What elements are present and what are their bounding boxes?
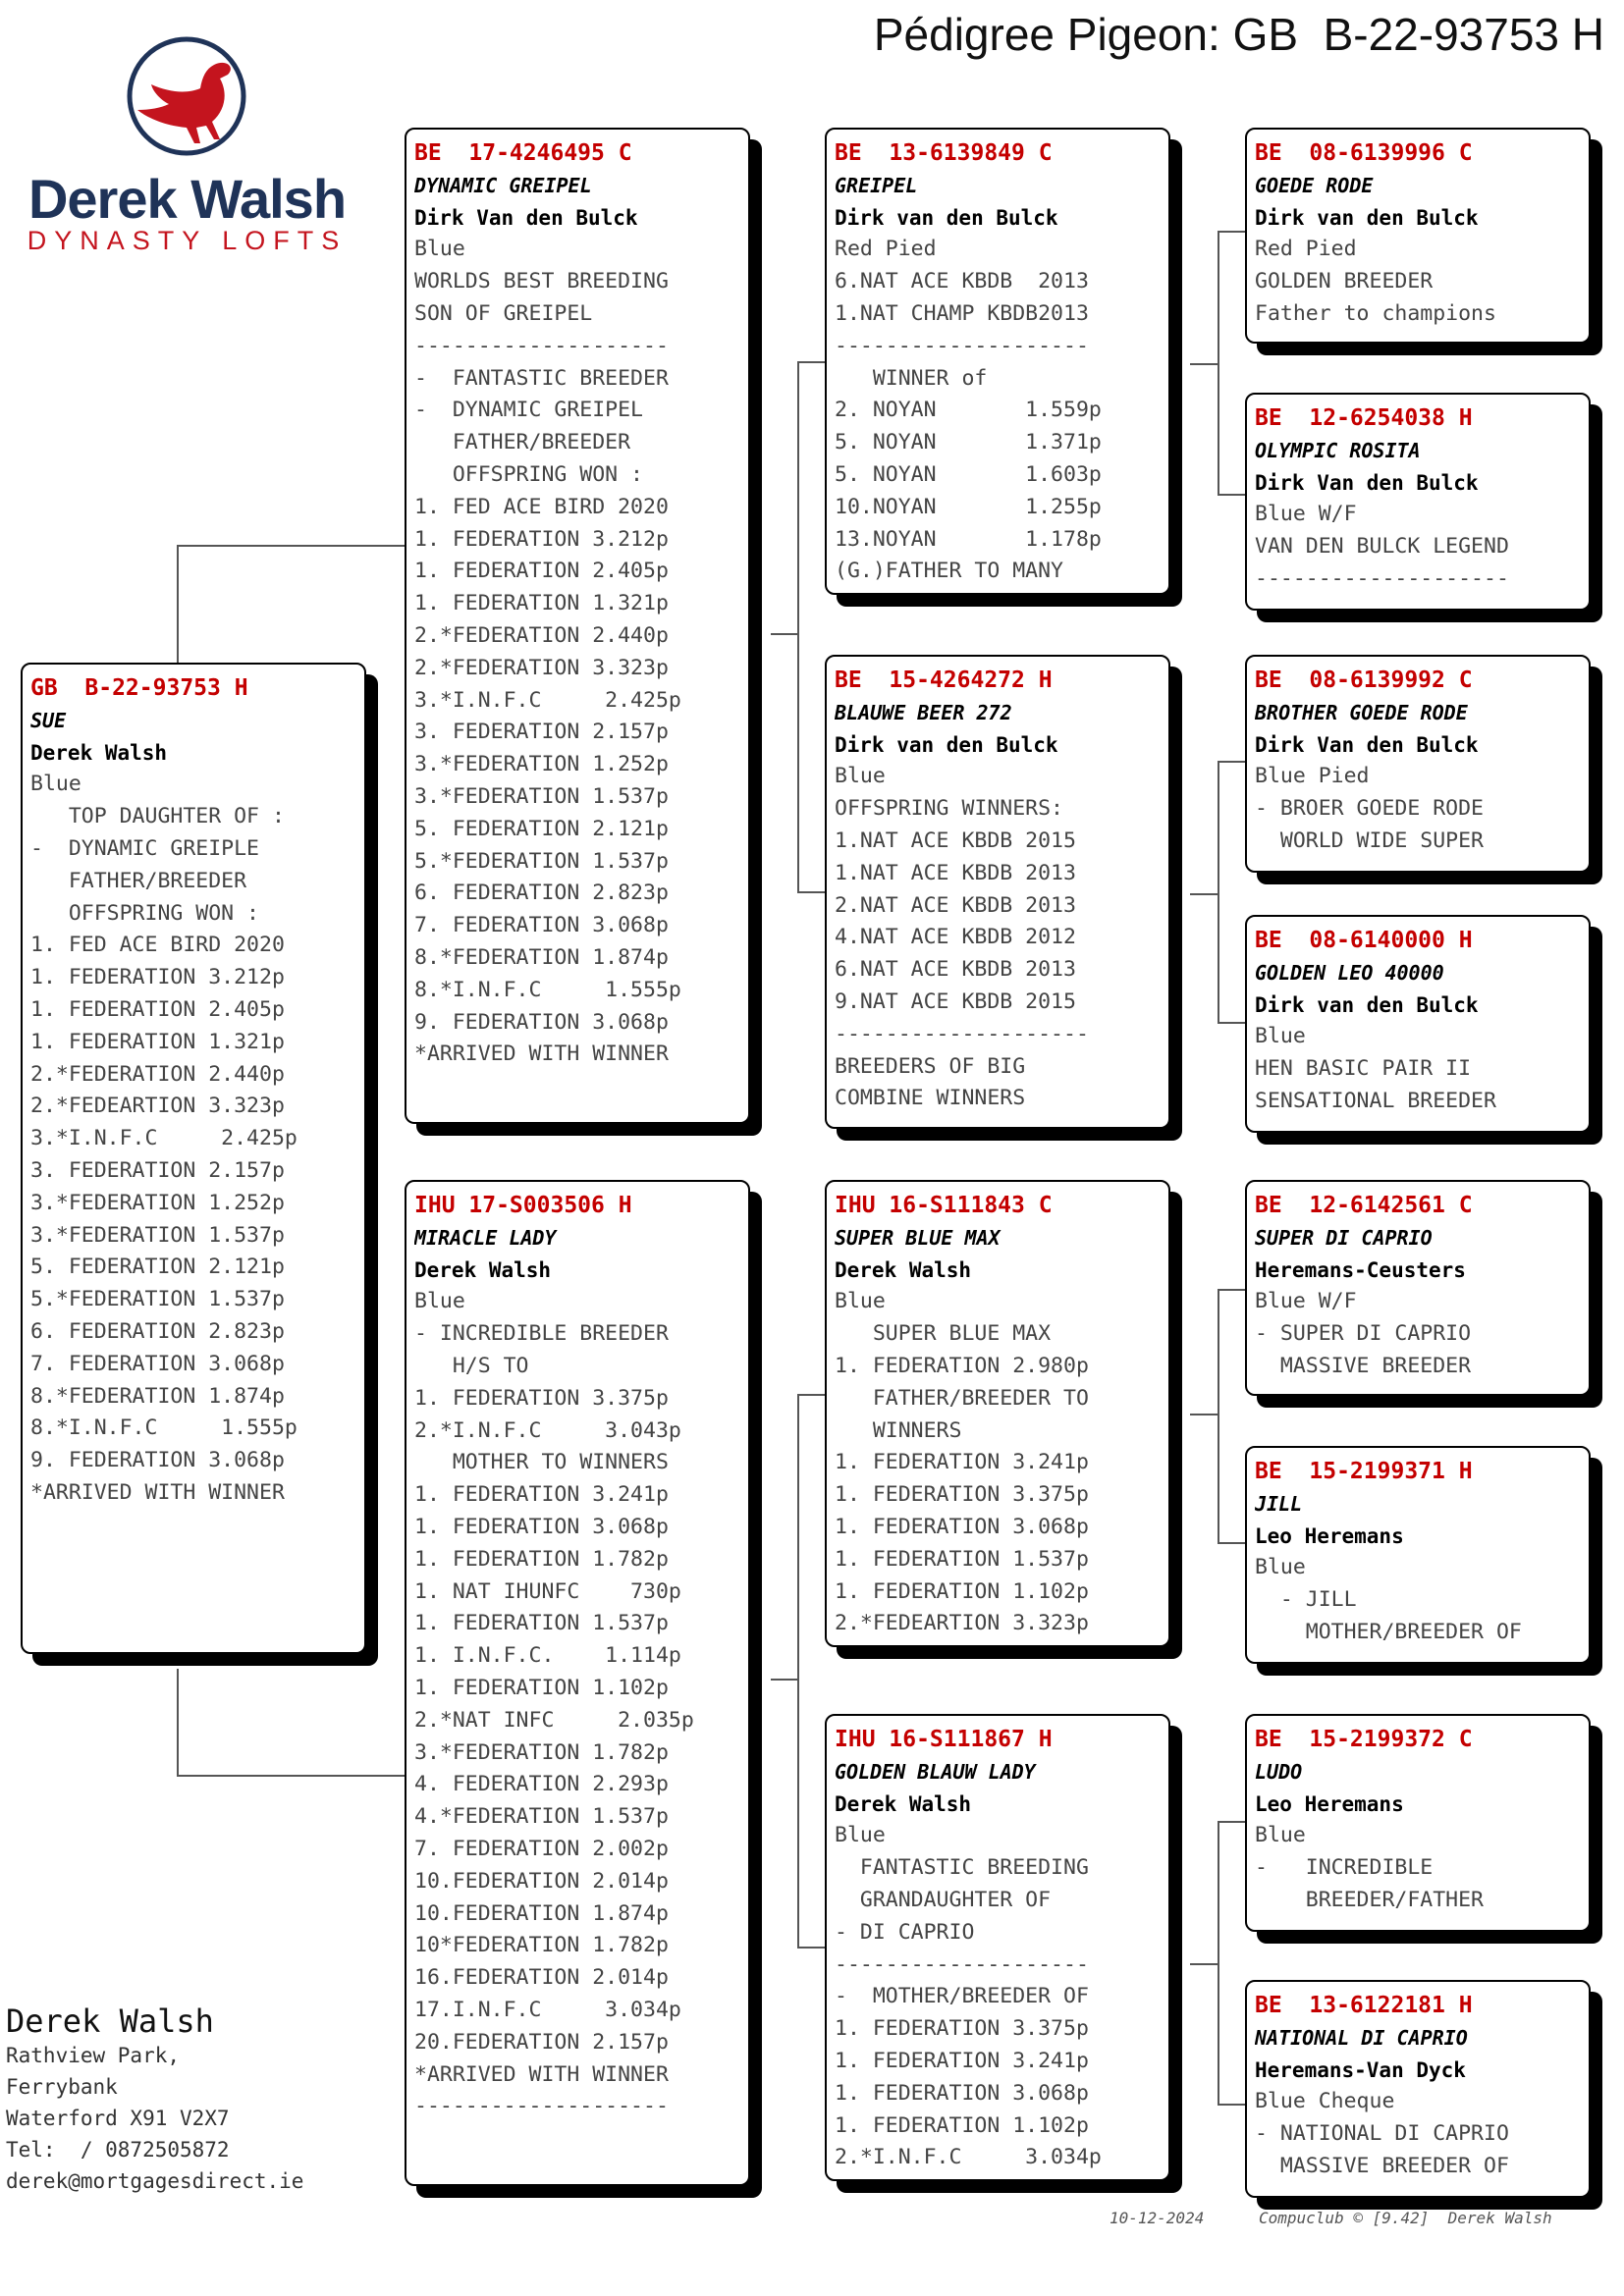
pedigree-line: FATHER/BREEDER <box>414 430 631 455</box>
pedigree-line: - DYNAMIC GREIPLE <box>30 835 259 861</box>
breeder-name: Derek Walsh <box>414 1257 552 1282</box>
phone-line: Tel: / 0872505872 <box>6 2138 230 2162</box>
breeder-name: Derek Walsh <box>835 1257 972 1282</box>
pigeon-name: GREIPEL <box>835 173 918 197</box>
pedigree-line: WORLDS BEST BREEDING <box>414 269 669 294</box>
pedigree-line: 3.*FEDERATION 1.252p <box>414 752 669 777</box>
pigeon-card <box>405 128 750 1124</box>
pedigree-line: SUPER BLUE MAX <box>835 1321 1052 1347</box>
pedigree-line: Blue <box>414 1289 465 1314</box>
pigeon-card <box>1245 1446 1591 1664</box>
logo-subtitle: DYNASTY LOFTS <box>27 226 348 255</box>
pedigree-line: 2.*NAT INFC 2.035p <box>414 1707 694 1733</box>
pigeon-name: GOLDEN LEO 40000 <box>1255 960 1444 985</box>
pedigree-line: 3.*I.N.F.C 2.425p <box>30 1126 298 1151</box>
pedigree-line: -------------------- <box>835 1021 1089 1046</box>
pedigree-line: 1. FEDERATION 1.537p <box>835 1546 1089 1572</box>
pedigree-line: OFFSPRING WON : <box>30 900 259 926</box>
pedigree-line: 2.*FEDERATION 2.440p <box>414 622 669 648</box>
pedigree-line: - BROER GOEDE RODE <box>1255 796 1484 822</box>
pedigree-line: 9. FEDERATION 3.068p <box>414 1009 669 1035</box>
pigeon-name: BROTHER GOEDE RODE <box>1255 700 1468 724</box>
pedigree-line: COMBINE WINNERS <box>835 1086 1026 1111</box>
pedigree-line: MOTHER TO WINNERS <box>414 1450 669 1475</box>
pedigree-line: 1. NAT IHUNFC 730p <box>414 1578 681 1604</box>
pedigree-line: 1.NAT ACE KBDB 2013 <box>835 860 1076 885</box>
breeder-name: Dirk Van den Bulck <box>1255 732 1479 757</box>
pedigree-line: - FANTASTIC BREEDER <box>414 365 669 391</box>
pedigree-line: -------------------- <box>414 333 669 358</box>
pedigree-line: 1. FEDERATION 1.321p <box>30 1029 285 1054</box>
pedigree-line: MASSIVE BREEDER OF <box>1255 2153 1509 2178</box>
breeder-name: Derek Walsh <box>835 1791 972 1816</box>
pedigree-line: Blue W/F <box>1255 1289 1357 1314</box>
pedigree-line: 10.FEDERATION 2.014p <box>414 1868 669 1894</box>
pedigree-line: 1. FEDERATION 1.102p <box>414 1675 669 1700</box>
pedigree-line: 3.*FEDERATION 1.537p <box>414 783 669 809</box>
pedigree-line: 7. FEDERATION 3.068p <box>414 913 669 938</box>
pedigree-line: 1. FEDERATION 3.241p <box>835 1450 1089 1475</box>
ring-number: BE 08-6139996 C <box>1255 140 1473 166</box>
pedigree-line: FATHER/BREEDER <box>30 868 247 893</box>
ring-number: BE 15-2199371 H <box>1255 1459 1473 1484</box>
pigeon-card <box>405 1180 750 2186</box>
pedigree-line: 1. FED ACE BIRD 2020 <box>30 933 285 958</box>
ring-number: BE 13-6139849 C <box>835 140 1053 166</box>
breeder-name: Dirk van den Bulck <box>1255 205 1479 230</box>
owner-name: Derek Walsh <box>6 2002 214 2040</box>
pigeon-card <box>825 1180 1170 1647</box>
pedigree-line: 3.*FEDERATION 1.537p <box>30 1222 285 1248</box>
pedigree-line: Red Pied <box>835 237 937 262</box>
pigeon-card <box>21 663 366 1654</box>
pedigree-line: 7. FEDERATION 3.068p <box>30 1351 285 1376</box>
pedigree-line: Blue <box>835 764 886 789</box>
pedigree-line: 2.*FEDEARTION 3.323p <box>30 1094 285 1119</box>
connector-line <box>1218 761 1219 1024</box>
ring-number: BE 15-2199372 C <box>1255 1727 1473 1752</box>
pedigree-line: 1. FEDERATION 3.241p <box>414 1482 669 1508</box>
pedigree-line: 5. FEDERATION 2.121p <box>30 1255 285 1280</box>
pedigree-line: GOLDEN BREEDER <box>1255 269 1434 294</box>
pedigree-line: 1. FEDERATION 3.212p <box>414 526 669 552</box>
pigeon-name: NATIONAL DI CAPRIO <box>1255 2025 1468 2050</box>
ring-number: BE 12-6142561 C <box>1255 1193 1473 1218</box>
pedigree-line: SENSATIONAL BREEDER <box>1255 1088 1496 1113</box>
pigeon-card <box>1245 1180 1591 1396</box>
pedigree-line: 4. FEDERATION 2.293p <box>414 1772 669 1797</box>
pigeon-name: GOEDE RODE <box>1255 173 1374 197</box>
pigeon-name: LUDO <box>1255 1759 1303 1784</box>
pedigree-line: 1. FEDERATION 1.102p <box>835 1578 1089 1604</box>
pigeon-card <box>825 655 1170 1129</box>
pedigree-line: -------------------- <box>835 1951 1089 1977</box>
pedigree-line: 1. FED ACE BIRD 2020 <box>414 494 669 519</box>
address-line: Rathview Park, <box>6 2044 181 2067</box>
connector-line <box>771 1679 798 1681</box>
connector-line <box>1218 231 1219 496</box>
logo-brand: Derek Walsh <box>27 168 347 230</box>
footer-date: 10-12-2024 <box>1110 2209 1205 2227</box>
pedigree-line: Red Pied <box>1255 237 1357 262</box>
pigeon-card <box>1245 393 1591 611</box>
pedigree-line: 6.NAT ACE KBDB 2013 <box>835 957 1076 983</box>
pedigree-line: 1.NAT CHAMP KBDB2013 <box>835 300 1089 326</box>
pedigree-line: 5. NOYAN 1.371p <box>835 430 1102 455</box>
ring-number: BE 08-6139992 C <box>1255 667 1473 693</box>
pigeon-name: JILL <box>1255 1491 1303 1516</box>
connector-line <box>797 1947 825 1949</box>
pigeon-card <box>1245 915 1591 1133</box>
pigeon-name: DYNAMIC GREIPEL <box>414 173 592 197</box>
breeder-name: Dirk van den Bulck <box>1255 992 1479 1017</box>
pedigree-line: 7. FEDERATION 2.002p <box>414 1836 669 1861</box>
pedigree-line: 8.*I.N.F.C 1.555p <box>414 977 681 1002</box>
pedigree-line: 1. FEDERATION 1.321p <box>414 591 669 616</box>
breeder-name: Dirk van den Bulck <box>835 205 1058 230</box>
pigeon-card <box>825 1714 1170 2181</box>
address-line: Waterford X91 V2X7 <box>6 2107 230 2130</box>
address-line: Ferrybank <box>6 2075 118 2099</box>
pedigree-line: - SUPER DI CAPRIO <box>1255 1321 1472 1347</box>
pedigree-line: 2.*FEDERATION 2.440p <box>30 1061 285 1087</box>
pedigree-line: -------------------- <box>1255 565 1509 591</box>
pedigree-line: 10.FEDERATION 1.874p <box>414 1900 669 1926</box>
breeder-name: Derek Walsh <box>30 740 168 765</box>
pedigree-line: 9. FEDERATION 3.068p <box>30 1448 285 1473</box>
pigeon-name: SUPER BLUE MAX <box>835 1225 1001 1250</box>
pedigree-line: 6.NAT ACE KBDB 2013 <box>835 269 1089 294</box>
pedigree-line: Blue <box>835 1823 886 1848</box>
pedigree-line: 1. FEDERATION 3.375p <box>835 1482 1089 1508</box>
pedigree-line: 1. FEDERATION 2.980p <box>835 1353 1089 1378</box>
pedigree-line: 2.NAT ACE KBDB 2013 <box>835 892 1076 918</box>
ring-number: IHU 16-S111867 H <box>835 1727 1053 1752</box>
pedigree-line: - INCREDIBLE <box>1255 1855 1434 1881</box>
pedigree-line: Blue <box>1255 1555 1306 1580</box>
connector-line <box>797 1394 799 1949</box>
pedigree-line: - MOTHER/BREEDER OF <box>835 1984 1089 2009</box>
ring-number: BE 08-6140000 H <box>1255 928 1473 953</box>
pedigree-line: MASSIVE BREEDER <box>1255 1353 1472 1378</box>
breeder-name: Dirk Van den Bulck <box>1255 470 1479 495</box>
breeder-name: Leo Heremans <box>1255 1791 1404 1816</box>
pedigree-line: 17.I.N.F.C 3.034p <box>414 1997 681 2022</box>
connector-line <box>1218 1821 1245 1823</box>
connector-line <box>177 545 179 663</box>
pedigree-line: OFFSPRING WON : <box>414 461 643 487</box>
pedigree-line: - JILL <box>1255 1587 1357 1613</box>
pedigree-line: - INCREDIBLE BREEDER <box>414 1321 669 1347</box>
pedigree-line: 13.NOYAN 1.178p <box>835 526 1102 552</box>
ring-number: BE 15-4264272 H <box>835 667 1053 693</box>
connector-line <box>1218 1022 1245 1024</box>
pedigree-line: *ARRIVED WITH WINNER <box>414 2061 669 2087</box>
connector-line <box>797 1394 825 1396</box>
pedigree-line: 1. FEDERATION 3.375p <box>414 1385 669 1411</box>
pedigree-line: WINNER of <box>835 365 988 391</box>
pedigree-line: 8.*FEDERATION 1.874p <box>30 1383 285 1409</box>
ring-number: IHU 16-S111843 C <box>835 1193 1053 1218</box>
pedigree-line: FANTASTIC BREEDING <box>835 1855 1089 1881</box>
pedigree-line: BREEDER/FATHER <box>1255 1887 1484 1912</box>
connector-line <box>797 891 825 893</box>
pedigree-line: 2.*I.N.F.C 3.043p <box>414 1417 681 1443</box>
ring-number: BE 13-6122181 H <box>1255 1993 1473 2018</box>
pedigree-line: 10*FEDERATION 1.782p <box>414 1933 669 1958</box>
breeder-name: Heremans-Ceusters <box>1255 1257 1466 1282</box>
pedigree-line: - DYNAMIC GREIPEL <box>414 398 643 423</box>
connector-line <box>1190 363 1218 365</box>
pedigree-line: 3.*FEDERATION 1.782p <box>414 1739 669 1765</box>
pedigree-line: HEN BASIC PAIR II <box>1255 1056 1472 1082</box>
pedigree-line: 1.NAT ACE KBDB 2015 <box>835 828 1076 853</box>
pedigree-line: 1. FEDERATION 3.375p <box>835 2016 1089 2042</box>
connector-line <box>1190 1963 1218 1965</box>
pedigree-line: 9.NAT ACE KBDB 2015 <box>835 988 1076 1014</box>
pedigree-line: Blue <box>1255 1024 1306 1049</box>
connector-line <box>1218 2104 1245 2106</box>
pedigree-line: 1. FEDERATION 1.782p <box>414 1546 669 1572</box>
pedigree-line: 5.*FEDERATION 1.537p <box>414 848 669 874</box>
connector-line <box>177 1669 179 1777</box>
pedigree-line: BREEDERS OF BIG <box>835 1053 1026 1079</box>
pedigree-line: 6. FEDERATION 2.823p <box>30 1318 285 1344</box>
pedigree-line: *ARRIVED WITH WINNER <box>414 1041 669 1067</box>
pigeon-card <box>1245 655 1591 873</box>
pedigree-line: Father to champions <box>1255 300 1496 326</box>
breeder-name: Dirk Van den Bulck <box>414 205 638 230</box>
pedigree-line: H/S TO <box>414 1353 529 1378</box>
pedigree-line: FATHER/BREEDER TO <box>835 1385 1089 1411</box>
pedigree-line: 1. FEDERATION 3.212p <box>30 965 285 990</box>
pedigree-line: 1. FEDERATION 3.068p <box>835 2080 1089 2106</box>
pedigree-line: 1. FEDERATION 3.068p <box>835 1514 1089 1539</box>
connector-line <box>1190 893 1218 895</box>
pedigree-line: 3. FEDERATION 2.157p <box>30 1157 285 1183</box>
pedigree-line: Blue <box>835 1289 886 1314</box>
ring-number: GB B-22-93753 H <box>30 675 248 701</box>
pedigree-line: 8.*I.N.F.C 1.555p <box>30 1415 298 1441</box>
pigeon-name: BLAUWE BEER 272 <box>835 700 1012 724</box>
pedigree-line: VAN DEN BULCK LEGEND <box>1255 534 1509 560</box>
breeder-name: Leo Heremans <box>1255 1523 1404 1548</box>
pedigree-line: WORLD WIDE SUPER <box>1255 828 1484 853</box>
pedigree-line: 1. FEDERATION 2.405p <box>30 996 285 1022</box>
pigeon-card <box>1245 1980 1591 2198</box>
pedigree-line: GRANDAUGHTER OF <box>835 1887 1052 1912</box>
pedigree-line: MOTHER/BREEDER OF <box>1255 1619 1522 1644</box>
pedigree-line: 16.FEDERATION 2.014p <box>414 1965 669 1991</box>
connector-line <box>1218 1289 1245 1291</box>
pedigree-line: 3. FEDERATION 2.157p <box>414 720 669 745</box>
connector-line <box>1218 1542 1245 1544</box>
pedigree-line: Blue W/F <box>1255 502 1357 527</box>
pedigree-line: -------------------- <box>835 333 1089 358</box>
connector-line <box>1218 1821 1219 2106</box>
owner-address-block <box>6 2002 303 2197</box>
logo <box>18 29 356 265</box>
pedigree-line: 4.NAT ACE KBDB 2012 <box>835 925 1076 950</box>
pigeon-name: SUE <box>30 708 67 732</box>
pedigree-line: 2.*FEDERATION 3.323p <box>414 655 669 680</box>
pedigree-line: -------------------- <box>414 2094 669 2119</box>
pedigree-line: 1. FEDERATION 3.241p <box>835 2048 1089 2073</box>
pedigree-line: 1. FEDERATION 1.102p <box>835 2112 1089 2138</box>
pedigree-line: 3.*FEDERATION 1.252p <box>30 1190 285 1215</box>
footer-software: Compuclub © [9.42] Derek Walsh <box>1259 2209 1552 2227</box>
pedigree-line: *ARRIVED WITH WINNER <box>30 1479 285 1505</box>
pigeon-card <box>1245 128 1591 344</box>
pedigree-line: SON OF GREIPEL <box>414 300 593 326</box>
ring-number: BE 12-6254038 H <box>1255 405 1473 431</box>
pedigree-line: 20.FEDERATION 2.157p <box>414 2029 669 2055</box>
pedigree-line: 2.*I.N.F.C 3.034p <box>835 2145 1102 2170</box>
pedigree-line: - NATIONAL DI CAPRIO <box>1255 2121 1509 2147</box>
pedigree-line: 5.*FEDERATION 1.537p <box>30 1287 285 1312</box>
connector-line <box>1190 1414 1218 1415</box>
pedigree-line: - DI CAPRIO <box>835 1919 975 1945</box>
connector-line <box>797 361 799 893</box>
connector-line <box>797 361 825 363</box>
ring-number: IHU 17-S003506 H <box>414 1193 632 1218</box>
pedigree-line: Blue <box>30 772 81 797</box>
pigeon-name: GOLDEN BLAUW LADY <box>835 1759 1036 1784</box>
pigeon-icon <box>18 29 356 167</box>
breeder-name: Dirk van den Bulck <box>835 732 1058 757</box>
connector-line <box>177 545 405 547</box>
pedigree-line: 5. FEDERATION 2.121p <box>414 816 669 841</box>
pedigree-line: 8.*FEDERATION 1.874p <box>414 944 669 970</box>
ring-number: BE 17-4246495 C <box>414 140 632 166</box>
connector-line <box>1218 494 1245 496</box>
pedigree-line: OFFSPRING WINNERS: <box>835 796 1063 822</box>
connector-line <box>771 633 798 635</box>
pigeon-card <box>825 128 1170 595</box>
breeder-name: Heremans-Van Dyck <box>1255 2057 1466 2082</box>
connector-line <box>177 1775 405 1777</box>
pedigree-line: WINNERS <box>835 1417 962 1443</box>
pedigree-line: 5. NOYAN 1.603p <box>835 461 1102 487</box>
pedigree-line: 2.*FEDEARTION 3.323p <box>835 1611 1089 1636</box>
pedigree-line: TOP DAUGHTER OF : <box>30 804 285 829</box>
pedigree-line: 4.*FEDERATION 1.537p <box>414 1804 669 1830</box>
pedigree-line: 1. FEDERATION 1.537p <box>414 1611 669 1636</box>
pedigree-line: 2. NOYAN 1.559p <box>835 398 1102 423</box>
pedigree-line: (G.)FATHER TO MANY <box>835 559 1063 584</box>
pigeon-name: MIRACLE LADY <box>414 1225 557 1250</box>
pigeon-name: SUPER DI CAPRIO <box>1255 1225 1433 1250</box>
pedigree-line: 10.NOYAN 1.255p <box>835 494 1102 519</box>
pedigree-line: 1. I.N.F.C. 1.114p <box>414 1643 681 1669</box>
pedigree-line: Blue <box>1255 1823 1306 1848</box>
connector-line <box>1218 1289 1219 1544</box>
pedigree-line: 1. FEDERATION 3.068p <box>414 1514 669 1539</box>
pedigree-line: Blue Pied <box>1255 764 1370 789</box>
pedigree-line: 1. FEDERATION 2.405p <box>414 559 669 584</box>
pedigree-line: Blue <box>414 237 465 262</box>
pedigree-line: 6. FEDERATION 2.823p <box>414 881 669 906</box>
pigeon-name: OLYMPIC ROSITA <box>1255 438 1421 462</box>
page-title: Pédigree Pigeon: GB B-22-93753 H <box>873 9 1604 60</box>
connector-line <box>1218 231 1245 233</box>
pigeon-card <box>1245 1714 1591 1932</box>
email-line: derek@mortgagesdirect.ie <box>6 2169 304 2193</box>
connector-line <box>1218 761 1245 763</box>
pedigree-line: 3.*I.N.F.C 2.425p <box>414 687 681 713</box>
pedigree-line: Blue Cheque <box>1255 2089 1395 2114</box>
